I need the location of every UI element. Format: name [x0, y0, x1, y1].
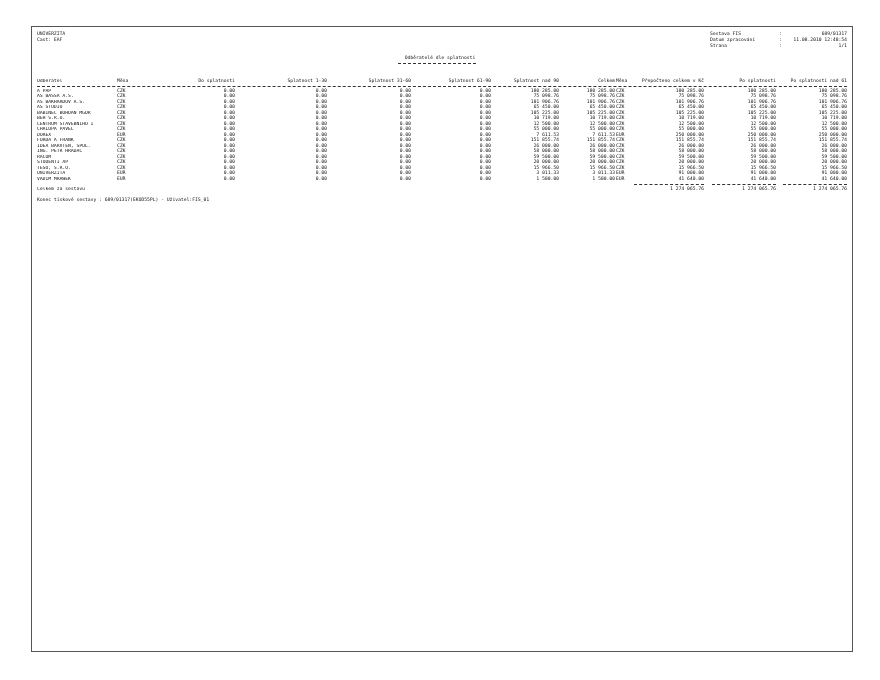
cell-overdue-over-61: 75 098.76	[821, 94, 847, 99]
cell-due-1-30: 0.00	[315, 154, 327, 160]
cell-total-czk: 75 098.76	[678, 94, 704, 99]
cell-overdue: 12 500.00	[750, 121, 776, 127]
col-header-due-31-60: Splatnost 31-60	[368, 79, 411, 84]
cell-total-czk: 59 500.00	[678, 154, 704, 160]
cell-currency: EUR	[117, 176, 126, 182]
cell-due-over-90: 12 500.00	[533, 121, 559, 127]
cell-due-61-90: 0.00	[479, 105, 491, 110]
cell-due-1-30: 0.00	[315, 116, 327, 121]
cell-currency: CZK	[117, 94, 126, 99]
cell-currency: CZK	[117, 154, 126, 160]
table-body	[37, 89, 847, 183]
cell-overdue-over-61: 15 966.50	[821, 165, 847, 171]
cell-due-31-60: 0.00	[399, 116, 411, 121]
total-label: Celkem za sestavu	[37, 187, 85, 192]
processing-date: 11.08.2010 12:48:54	[793, 38, 847, 43]
cell-total: 15 966.50	[589, 165, 615, 171]
cell-currency: CZK	[117, 105, 126, 110]
cell-total: 151 855.74	[586, 138, 615, 143]
cell-due-over-90: 101 906.76	[530, 99, 559, 105]
col-header-customer: Odběratel	[37, 79, 63, 84]
cell-due-61-90: 0.00	[479, 171, 491, 176]
cell-due-1-30: 0.00	[315, 165, 327, 171]
cell-overdue-over-61: 151 855.74	[818, 138, 847, 143]
cell-total: 105 225.00	[586, 110, 615, 116]
cell-currency: CZK	[117, 143, 126, 149]
cell-total: 10 719.00	[589, 116, 615, 121]
cell-overdue: 101 906.76	[747, 99, 776, 105]
col-header-overdue: Po splatnosti	[739, 79, 776, 84]
cell-overdue: 91 000.00	[750, 171, 776, 176]
colon: :	[779, 44, 782, 49]
cell-currency: CZK	[117, 160, 126, 165]
cell-due-31-60: 0.00	[399, 121, 411, 127]
cell-overdue: 75 098.76	[750, 94, 776, 99]
cell-overdue: 180 285.00	[747, 88, 776, 94]
cell-due-1-30: 0.00	[315, 99, 327, 105]
cell-due-31-60: 0.00	[399, 88, 411, 94]
cell-customer: ING. PETR HRADAC	[37, 149, 83, 154]
cell-due-over-90: 26 000.00	[533, 143, 559, 149]
cell-total: 20 000.00	[589, 160, 615, 165]
cell-due-1-30: 0.00	[315, 105, 327, 110]
cell-overdue: 10 719.00	[750, 116, 776, 121]
cell-due-1-30: 0.00	[315, 132, 327, 138]
title-underline	[398, 63, 476, 64]
cell-currency: CZK	[117, 88, 126, 94]
cell-due-31-60: 0.00	[399, 105, 411, 110]
cell-currency: CZK	[117, 99, 126, 105]
cell-due-1-30: 0.00	[315, 138, 327, 143]
cell-customer: BEH S.R.O.	[37, 116, 66, 121]
cell-customer: AS BAKHARDOV A.S.	[37, 99, 85, 105]
table-total-row	[37, 187, 847, 193]
total-rule	[712, 184, 776, 185]
cell-total: 12 500.00	[589, 121, 615, 127]
col-header-not-due: Do splatnosti	[198, 79, 235, 84]
page-number: 1/1	[838, 44, 847, 49]
cell-total-czk: 101 906.76	[675, 99, 704, 105]
col-header-due-61-90: Splatnost 61-90	[448, 79, 491, 84]
cell-overdue: 250 000.00	[747, 132, 776, 138]
cell-due-1-30: 0.00	[315, 94, 327, 99]
cell-total: 59 500.00	[589, 154, 615, 160]
cell-not-due: 0.00	[223, 116, 235, 121]
cell-overdue-over-61: 101 906.76	[818, 99, 847, 105]
cell-not-due: 0.00	[223, 99, 235, 105]
cell-total-czk: 41 640.00	[678, 176, 704, 182]
cell-due-1-30: 0.00	[315, 143, 327, 149]
cell-due-61-90: 0.00	[479, 132, 491, 138]
col-header-currency-2: Měna	[616, 79, 628, 84]
cell-due-over-90: 3 011.33	[536, 171, 559, 176]
total-overdue: 1 274 065.76	[742, 187, 776, 192]
cell-overdue-over-61: 91 000.00	[821, 171, 847, 176]
cell-overdue: 151 855.74	[747, 138, 776, 143]
cell-currency-2: CZK	[616, 154, 625, 160]
cell-total: 75 098.76	[589, 94, 615, 99]
cell-total: 55 000.00	[589, 127, 615, 132]
cell-due-61-90: 0.00	[479, 165, 491, 171]
cell-not-due: 0.00	[223, 160, 235, 165]
cell-currency: CZK	[117, 165, 126, 171]
cell-overdue: 20 000.00	[750, 160, 776, 165]
cell-customer: BABINEC BOHDAN MGDR	[37, 110, 91, 116]
total-rule	[783, 184, 847, 185]
cell-total-czk: 65 450.00	[678, 105, 704, 110]
cell-currency-2: CZK	[616, 99, 625, 105]
cell-overdue-over-61: 12 500.00	[821, 121, 847, 127]
cell-due-1-30: 0.00	[315, 88, 327, 94]
cell-overdue-over-61: 59 500.00	[821, 154, 847, 160]
cell-overdue-over-61: 55 000.00	[821, 127, 847, 132]
cell-due-over-90: 55 000.00	[533, 127, 559, 132]
cell-customer: TESO, S.R.O.	[37, 165, 71, 171]
cell-due-31-60: 0.00	[399, 132, 411, 138]
cell-total-czk: 58 000.00	[678, 149, 704, 154]
cell-currency: EUR	[117, 171, 126, 176]
cell-currency-2: CZK	[616, 116, 625, 121]
cell-currency: CZK	[117, 116, 126, 121]
cell-due-1-30: 0.00	[315, 171, 327, 176]
cell-total-czk: 15 966.50	[678, 165, 704, 171]
cell-overdue-over-61: 105 225.00	[818, 110, 847, 116]
cell-not-due: 0.00	[223, 149, 235, 154]
cell-due-61-90: 0.00	[479, 94, 491, 99]
cell-not-due: 0.00	[223, 127, 235, 132]
cell-not-due: 0.00	[223, 105, 235, 110]
cell-overdue: 55 000.00	[750, 127, 776, 132]
cell-customer: FORDA A FRANK	[37, 138, 74, 143]
cell-overdue-over-61: 180 285.00	[818, 88, 847, 94]
cell-due-31-60: 0.00	[399, 176, 411, 182]
report-id: 689/01317	[821, 32, 847, 37]
cell-not-due: 0.00	[223, 138, 235, 143]
cell-due-31-60: 0.00	[399, 160, 411, 165]
cell-total-czk: 55 000.00	[678, 127, 704, 132]
cell-total: 101 906.76	[586, 99, 615, 105]
cell-total-czk: 10 719.00	[678, 116, 704, 121]
cell-due-over-90: 180 285.00	[530, 88, 559, 94]
cell-customer: VADIM MRAWEK	[37, 176, 71, 182]
cell-due-31-60: 0.00	[399, 171, 411, 176]
cell-currency-2: CZK	[616, 110, 625, 116]
cell-due-31-60: 0.00	[399, 110, 411, 116]
cell-currency-2: CZK	[616, 160, 625, 165]
cell-due-1-30: 0.00	[315, 127, 327, 132]
cell-due-61-90: 0.00	[479, 110, 491, 116]
cell-currency-2: EUR	[616, 176, 625, 182]
report-end-line: Konec tiskové sestavy : 689/01317(EKOD55PL) - Uživatel:FIS_01	[37, 197, 210, 203]
cell-due-31-60: 0.00	[399, 127, 411, 132]
col-header-due-1-30: Splatnost 1-30	[287, 79, 327, 84]
cell-currency-2: CZK	[616, 143, 625, 149]
cell-overdue-over-61: 20 000.00	[821, 160, 847, 165]
cell-due-over-90: 59 500.00	[533, 154, 559, 160]
cell-due-1-30: 0.00	[315, 176, 327, 182]
cell-not-due: 0.00	[223, 110, 235, 116]
cell-currency-2: CZK	[616, 88, 625, 94]
colon: :	[779, 32, 782, 37]
cell-currency: CZK	[117, 121, 126, 127]
cell-due-over-90: 20 000.00	[533, 160, 559, 165]
cell-overdue: 26 000.00	[750, 143, 776, 149]
col-header-overdue-over-61: Po splatnosti nad 61	[790, 79, 847, 84]
receivables-table	[37, 79, 847, 203]
cell-due-over-90: 15 966.50	[533, 165, 559, 171]
cell-due-31-60: 0.00	[399, 99, 411, 105]
total-czk: 1 274 065.76	[670, 187, 704, 192]
cell-total: 7 611.53	[592, 132, 615, 138]
cell-not-due: 0.00	[223, 143, 235, 149]
cell-currency: CZK	[117, 149, 126, 154]
cell-overdue: 41 640.00	[750, 176, 776, 182]
cell-currency: CZK	[117, 127, 126, 132]
cell-overdue: 58 000.00	[750, 149, 776, 154]
cell-customer: A PAP	[37, 88, 52, 94]
cell-overdue: 59 500.00	[750, 154, 776, 160]
col-header-currency: Měna	[117, 79, 129, 84]
cell-due-61-90: 0.00	[479, 160, 491, 165]
header-rule	[37, 86, 847, 87]
cell-customer: IDEA BARVTEN, SPOL.	[37, 143, 91, 149]
cell-total-czk: 151 855.74	[675, 138, 704, 143]
cell-currency-2: CZK	[616, 165, 625, 171]
cell-due-1-30: 0.00	[315, 160, 327, 165]
cell-not-due: 0.00	[223, 154, 235, 160]
cell-due-1-30: 0.00	[315, 121, 327, 127]
cell-due-over-90: 151 855.74	[530, 138, 559, 143]
cell-overdue-over-61: 250 000.00	[818, 132, 847, 138]
cell-due-31-60: 0.00	[399, 149, 411, 154]
cell-overdue-over-61: 41 640.00	[821, 176, 847, 182]
cell-customer: AS STUDIO	[37, 105, 63, 110]
cell-due-31-60: 0.00	[399, 94, 411, 99]
cell-total: 65 450.00	[589, 105, 615, 110]
cell-due-61-90: 0.00	[479, 138, 491, 143]
cell-not-due: 0.00	[223, 132, 235, 138]
col-header-total-czk: Přepočteno celkem v Kč	[641, 79, 704, 84]
cell-overdue-over-61: 58 000.00	[821, 149, 847, 154]
cell-customer: UNIVERZITA	[37, 171, 66, 176]
cell-not-due: 0.00	[223, 88, 235, 94]
cell-total-czk: 20 000.00	[678, 160, 704, 165]
cell-total-czk: 26 000.00	[678, 143, 704, 149]
cell-total-czk: 105 225.00	[675, 110, 704, 116]
cell-total: 58 000.00	[589, 149, 615, 154]
cell-due-61-90: 0.00	[479, 176, 491, 182]
cell-due-61-90: 0.00	[479, 99, 491, 105]
cell-customer: STUDENTI AP	[37, 160, 69, 165]
cell-total: 3 011.33	[592, 171, 615, 176]
cell-currency-2: EUR	[616, 132, 625, 138]
cell-total-czk: 91 000.00	[678, 171, 704, 176]
cell-due-61-90: 0.00	[479, 116, 491, 121]
cell-customer: AS BASSA A.S.	[37, 94, 74, 99]
cell-due-over-90: 75 098.76	[533, 94, 559, 99]
report-title: Odběratelé dle splatnosti	[404, 56, 476, 61]
cell-overdue: 15 966.50	[750, 165, 776, 171]
cell-due-1-30: 0.00	[315, 110, 327, 116]
cell-total-czk: 12 500.00	[678, 121, 704, 127]
cell-due-over-90: 65 450.00	[533, 105, 559, 110]
cell-customer: CHALUPA PAVEL	[37, 127, 74, 132]
cell-due-31-60: 0.00	[399, 138, 411, 143]
total-overdue-over-61: 1 274 065.76	[813, 187, 847, 192]
report-part: Cast: EAF	[37, 38, 63, 43]
col-header-due-over-90: Splatnost nad 90	[513, 79, 559, 84]
cell-currency: CZK	[117, 110, 126, 116]
cell-due-61-90: 0.00	[479, 127, 491, 132]
cell-overdue: 65 450.00	[750, 105, 776, 110]
cell-due-over-90: 1 500.00	[536, 176, 559, 182]
cell-due-61-90: 0.00	[479, 88, 491, 94]
cell-currency-2: CZK	[616, 138, 625, 143]
cell-due-31-60: 0.00	[399, 154, 411, 160]
cell-due-61-90: 0.00	[479, 149, 491, 154]
cell-not-due: 0.00	[223, 165, 235, 171]
cell-customer: DOREX	[37, 132, 52, 138]
cell-currency-2: EUR	[616, 171, 625, 176]
report-id-label: Sestava FIS	[710, 32, 742, 37]
total-rule	[634, 184, 704, 185]
cell-due-61-90: 0.00	[479, 143, 491, 149]
cell-overdue-over-61: 10 719.00	[821, 116, 847, 121]
processing-date-label: Datum zpracování	[710, 38, 756, 43]
cell-total: 26 000.00	[589, 143, 615, 149]
cell-due-61-90: 0.00	[479, 121, 491, 127]
cell-overdue-over-61: 65 450.00	[821, 105, 847, 110]
cell-due-31-60: 0.00	[399, 143, 411, 149]
cell-due-31-60: 0.00	[399, 165, 411, 171]
cell-currency-2: CZK	[616, 121, 625, 127]
col-header-total: Celkem	[598, 79, 615, 84]
cell-currency-2: CZK	[616, 94, 625, 99]
cell-total-czk: 180 285.00	[675, 88, 704, 94]
cell-customer: RACOM	[37, 154, 52, 160]
cell-due-over-90: 10 719.00	[533, 116, 559, 121]
cell-due-61-90: 0.00	[479, 154, 491, 160]
cell-not-due: 0.00	[223, 121, 235, 127]
cell-currency-2: CZK	[616, 127, 625, 132]
cell-not-due: 0.00	[223, 94, 235, 99]
cell-currency-2: CZK	[616, 105, 625, 110]
cell-customer: CENTRUM STAVEBNIHO I	[37, 121, 94, 127]
report-end-row	[37, 198, 847, 204]
cell-total: 1 500.00	[592, 176, 615, 182]
cell-not-due: 0.00	[223, 176, 235, 182]
cell-currency-2: CZK	[616, 149, 625, 154]
cell-total: 180 285.00	[586, 88, 615, 94]
cell-total-czk: 250 000.00	[675, 132, 704, 138]
cell-due-over-90: 58 000.00	[533, 149, 559, 154]
cell-due-1-30: 0.00	[315, 149, 327, 154]
cell-due-over-90: 105 225.00	[530, 110, 559, 116]
page-label: Strana	[710, 44, 727, 49]
cell-currency: EUR	[117, 132, 126, 138]
org-name: UNIVERZITA	[37, 32, 66, 37]
cell-overdue: 105 225.00	[747, 110, 776, 116]
cell-not-due: 0.00	[223, 171, 235, 176]
colon: :	[779, 38, 782, 43]
cell-due-over-90: 7 611.53	[536, 132, 559, 138]
cell-currency: CZK	[117, 138, 126, 143]
cell-overdue-over-61: 26 000.00	[821, 143, 847, 149]
